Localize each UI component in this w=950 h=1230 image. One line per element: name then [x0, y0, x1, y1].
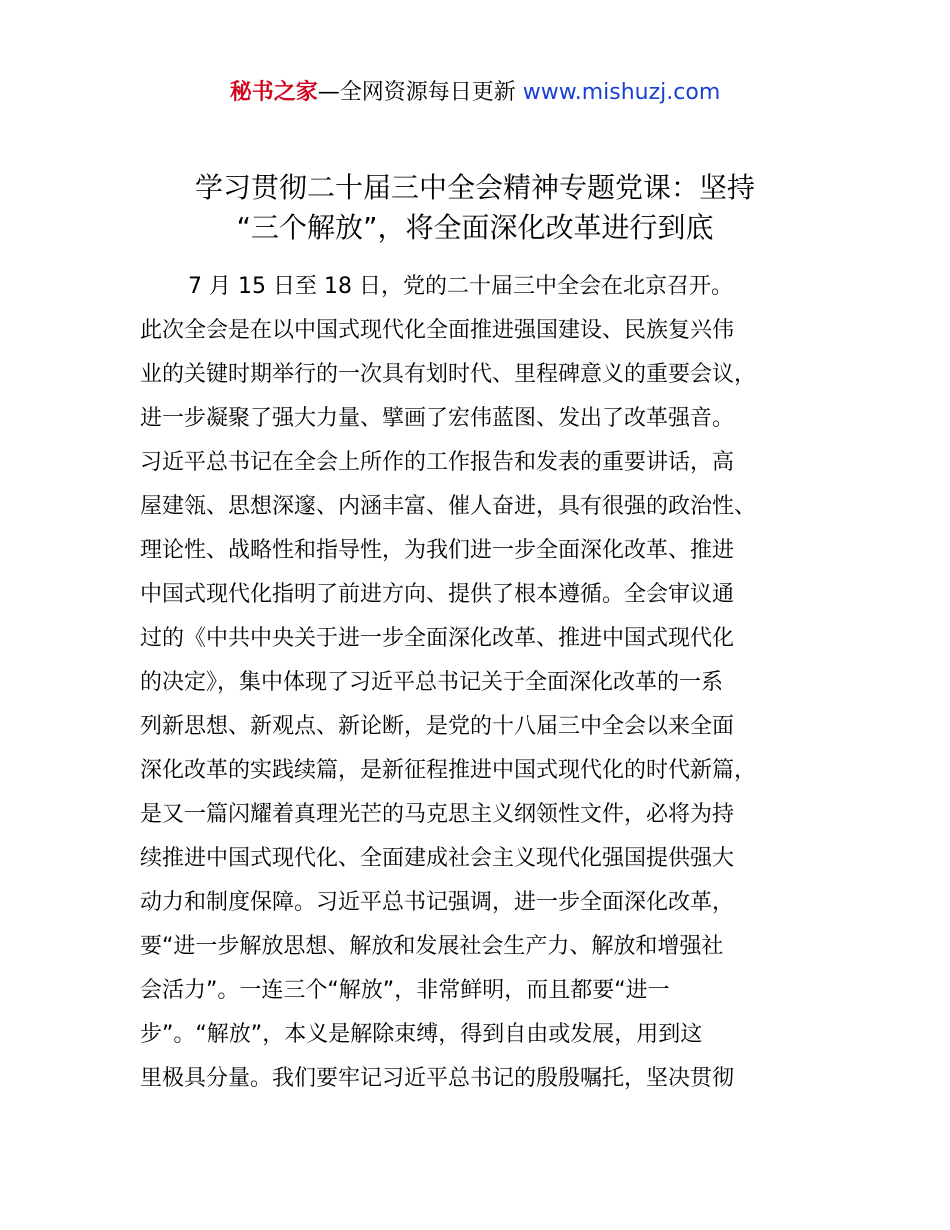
body-line: 会活力”。一连三个“解放”，非常鲜明，而且都要“进一 [140, 978, 670, 1003]
body-line: 里极具分量。我们要牢记习近平总书记的殷殷嘱托，坚决贯彻 [140, 1066, 735, 1091]
title-line: “三个解放”，将全面深化改革进行到底 [236, 211, 714, 244]
body-paragraph [140, 265, 820, 1101]
body-line: 列新思想、新观点、新论断，是党的十八届三中全会以来全面 [140, 714, 735, 739]
body-line: 业的关键时期举行的一次具有划时代、里程碑意义的重要会议， [140, 362, 757, 387]
body-line: 是又一篇闪耀着真理光芒的马克思主义纲领性文件，必将为持 [140, 802, 735, 827]
body-line: 的决定》，集中体现了习近平总书记关于全面深化改革的一系 [140, 670, 724, 695]
body-line: 中国式现代化指明了前进方向、提供了根本遵循。全会审议通 [140, 582, 735, 607]
site-url-link[interactable]: www.mishuzj.com [522, 80, 721, 105]
body-line: 屋建瓴、思想深邃、内涵丰富、催人奋进，具有很强的政治性、 [140, 494, 757, 519]
body-line: 7 月 15 日至 18 日，党的二十届三中全会在北京召开。 [188, 274, 733, 299]
document-title [0, 168, 950, 248]
body-line: 习近平总书记在全会上所作的工作报告和发表的重要讲话，高 [140, 450, 735, 475]
body-line: 续推进中国式现代化、全面建成社会主义现代化强国提供强大 [140, 846, 735, 871]
body-line: 步”。“解放”，本义是解除束缚，得到自由或发展，用到这 [140, 1022, 703, 1047]
site-header [0, 78, 950, 108]
body-line: 理论性、战略性和指导性，为我们进一步全面深化改革、推进 [140, 538, 735, 563]
body-line: 深化改革的实践续篇，是新征程推进中国式现代化的时代新篇， [140, 758, 757, 783]
body-line: 要“进一步解放思想、解放和发展社会生产力、解放和增强社 [140, 934, 724, 959]
body-line: 进一步凝聚了强大力量、擘画了宏伟蓝图、发出了改革强音。 [140, 406, 735, 431]
site-brand: 秘书之家 [229, 80, 318, 105]
site-tagline: —全网资源每日更新 [317, 80, 523, 105]
title-line: 学习贯彻二十届三中全会精神专题党课：坚持 [194, 171, 755, 204]
body-line: 此次全会是在以中国式现代化全面推进强国建设、民族复兴伟 [140, 318, 735, 343]
body-line: 过的《中共中央关于进一步全面深化改革、推进中国式现代化 [140, 626, 735, 651]
body-line: 动力和制度保障。习近平总书记强调，进一步全面深化改革， [140, 890, 735, 915]
